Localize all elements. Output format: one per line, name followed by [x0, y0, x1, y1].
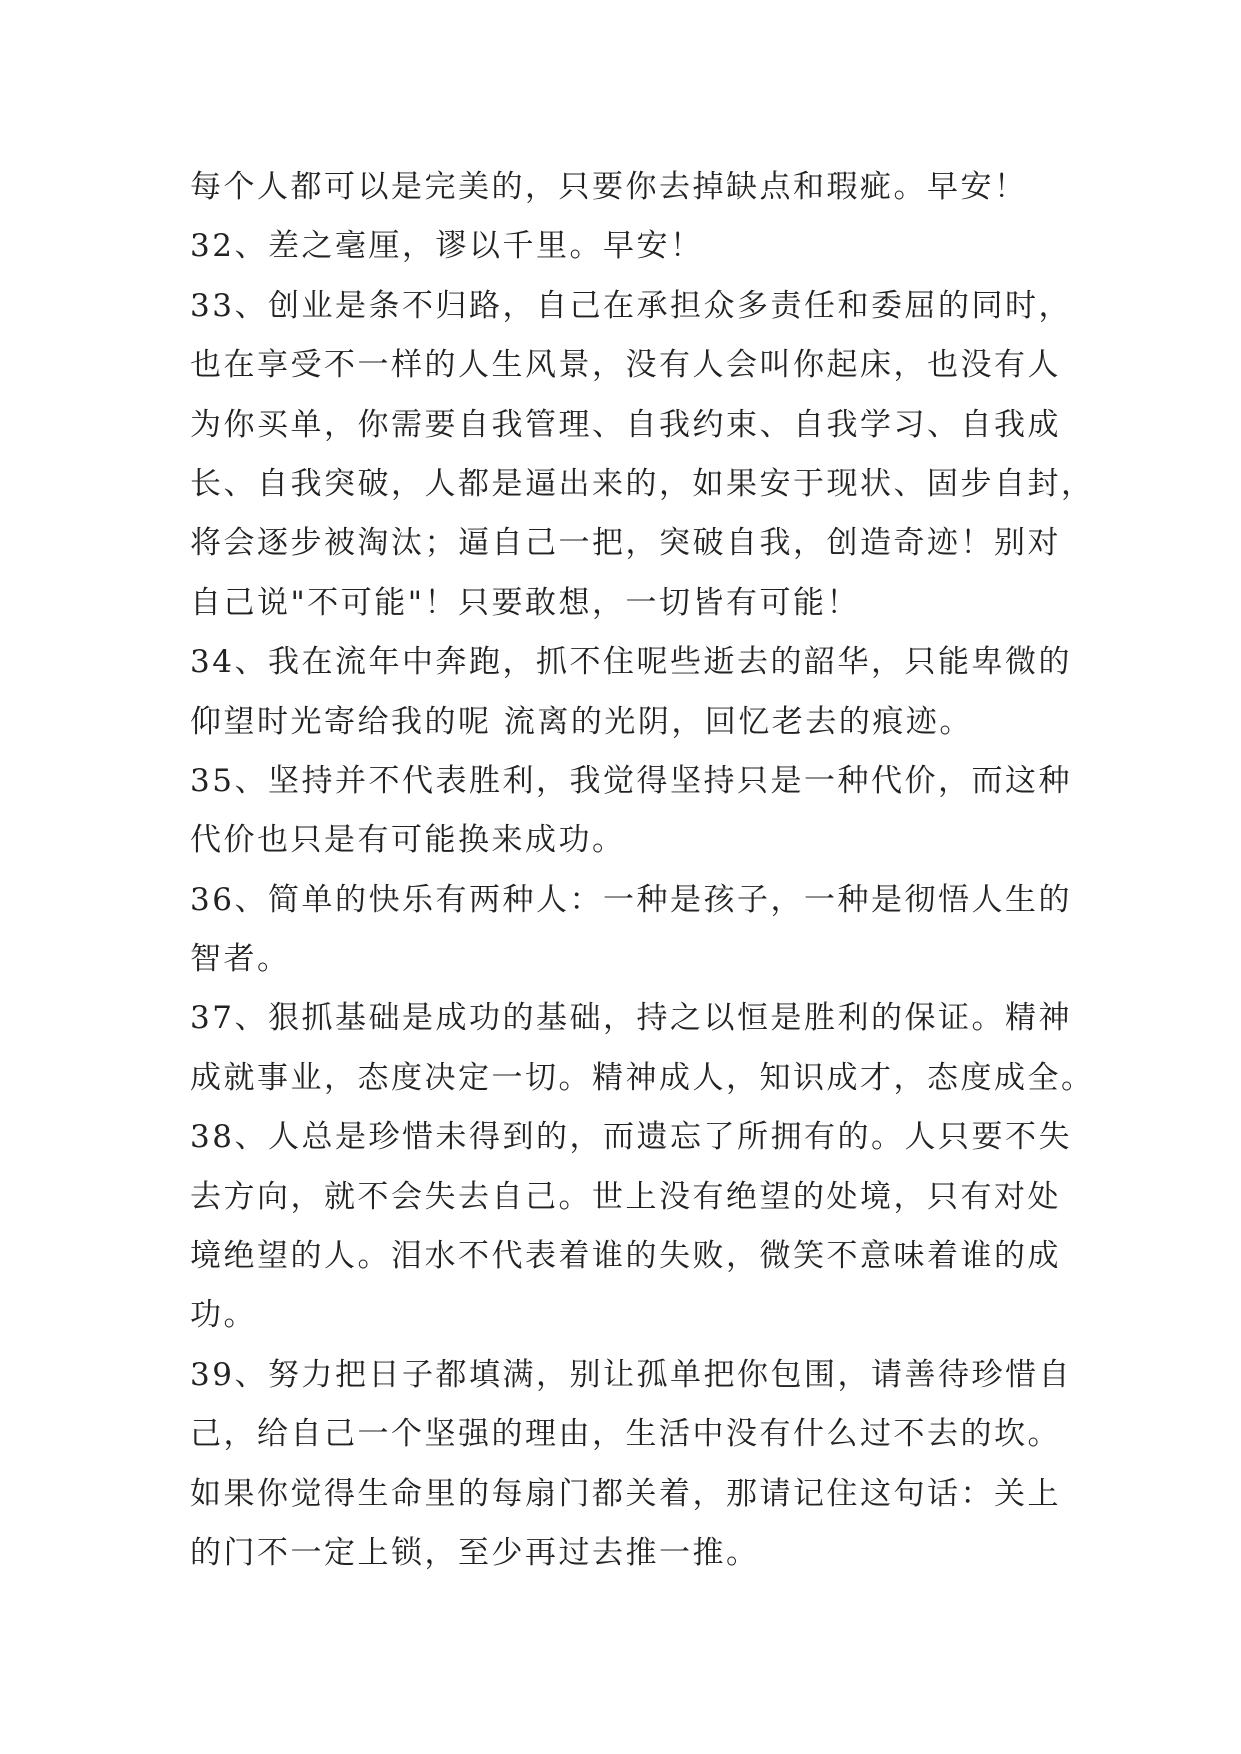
text-line: 38、人总是珍惜未得到的，而遗忘了所拥有的。人只要不失	[190, 1119, 1072, 1156]
text-line: 去方向，就不会失去自己。世上没有绝望的处境，只有对处	[190, 1178, 1061, 1215]
text-line: 32、差之毫厘，谬以千里。早安！	[190, 228, 704, 265]
text-line: 为你买单，你需要自我管理、自我约束、自我学习、自我成	[190, 406, 1061, 443]
text-line: 也在享受不一样的人生风景，没有人会叫你起床，也没有人	[190, 347, 1061, 384]
text-line: 智者。	[190, 941, 291, 978]
text-line: 仰望时光寄给我的呢 流离的光阴，回忆老去的痕迹。	[190, 703, 973, 740]
text-line: 将会逐步被淘汰；逼自己一把，突破自我，创造奇迹！别对	[190, 525, 1061, 562]
text-line: 37、狠抓基础是成功的基础，持之以恒是胜利的保证。精神	[190, 1000, 1072, 1037]
text-line: 36、简单的快乐有两种人：一种是孩子，一种是彻悟人生的	[190, 881, 1072, 918]
text-line: 每个人都可以是完美的，只要你去掉缺点和瑕疵。早安！	[190, 169, 1028, 205]
text-line: 的门不一定上锁，至少再过去推一推。	[190, 1534, 760, 1571]
text-line: 35、坚持并不代表胜利，我觉得坚持只是一种代价，而这种	[190, 762, 1072, 799]
text-line: 34、我在流年中奔跑，抓不住呢些逝去的韶华，只能卑微的	[190, 644, 1072, 681]
text-line: 代价也只是有可能换来成功。	[190, 822, 626, 859]
text-line: 39、努力把日子都填满，别让孤单把你包围，请善待珍惜自	[190, 1356, 1072, 1393]
document-body	[190, 158, 1095, 1583]
text-line: 自己说"不可能"！只要敢想，一切皆有可能！	[190, 584, 861, 621]
text-line: 己，给自己一个坚强的理由，生活中没有什么过不去的坎。	[190, 1416, 1061, 1453]
text-line: 长、自我突破，人都是逼出来的，如果安于现状、固步自封，	[190, 465, 1095, 502]
text-line: 如果你觉得生命里的每扇门都关着，那请记住这句话：关上	[190, 1475, 1061, 1512]
text-line: 功。	[190, 1297, 257, 1334]
text-line: 成就事业，态度决定一切。精神成人，知识成才，态度成全。	[190, 1059, 1095, 1096]
text-line: 境绝望的人。泪水不代表着谁的失败，微笑不意味着谁的成	[190, 1238, 1061, 1275]
text-line: 33、创业是条不归路，自己在承担众多责任和委屈的同时，	[190, 287, 1072, 324]
